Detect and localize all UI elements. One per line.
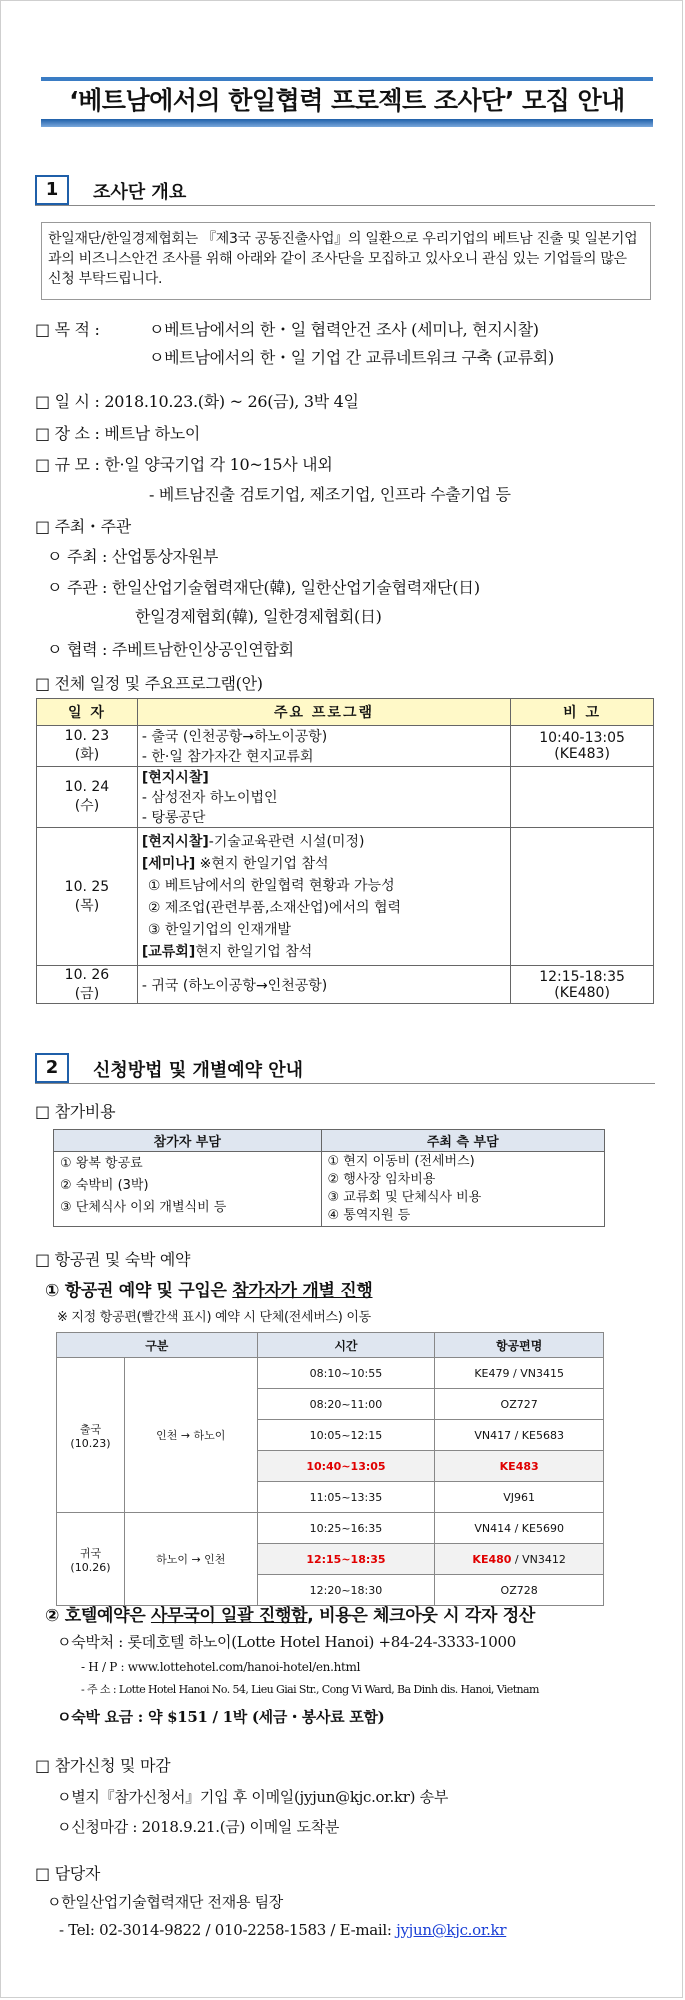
flight-time: 11:05~13:35: [257, 1482, 435, 1513]
schedule-note-cell: [511, 767, 654, 828]
flight-number: VJ961: [435, 1482, 604, 1513]
flight-return-label: 귀국 (10.26): [57, 1513, 125, 1606]
flight-time: 12:15~18:35: [257, 1544, 435, 1575]
title-bottom-rule: [41, 119, 653, 127]
flight-number: OZ728: [435, 1575, 604, 1606]
cost-header-row: [54, 1130, 605, 1152]
schedule-header-note: 비 고: [511, 699, 654, 726]
section-2-number: 2: [35, 1053, 69, 1083]
schedule-program-cell: - 귀국 (하노이공항→인천공항): [137, 966, 510, 1004]
contact-tel: - Tel: 02-3014-9822 / 010-2258-1583 / E-mail: jyjun@kjc.or.kr: [59, 1921, 507, 1939]
schedule-header-date: 일 자: [37, 699, 138, 726]
fee-label: □ 참가비용: [35, 1102, 116, 1121]
flight-header-time: 시간: [257, 1333, 435, 1358]
host-label: □ 주최・주관: [35, 517, 131, 536]
section-1-number: 1: [35, 175, 69, 205]
schedule-header-program: 주요 프로그램: [137, 699, 510, 726]
section-1-title: 조사단 개요: [93, 182, 187, 203]
scale-sub-line: - 베트남진출 검토기업, 제조기업, 인프라 수출기업 등: [149, 485, 511, 504]
apply-line-2: ㅇ신청마감 : 2018.9.21.(금) 이메일 도착분: [57, 1818, 340, 1836]
schedule-date-cell: 10. 24 (수): [37, 767, 138, 828]
flight-number: KE480 / VN3412: [435, 1544, 604, 1575]
flight-time: 10:05~12:15: [257, 1420, 435, 1451]
schedule-row: [37, 828, 654, 966]
schedule-date-cell: 10. 26 (금): [37, 966, 138, 1004]
flight-time: 10:40~13:05: [257, 1451, 435, 1482]
contact-name: ㅇ한일산업기술협력재단 전재용 팀장: [47, 1893, 283, 1911]
hotel-homepage: - H / P : www.lottehotel.com/hanoi-hotel/en.html: [81, 1660, 361, 1674]
contact-label: □ 담당자: [35, 1864, 101, 1883]
schedule-header-row: [37, 699, 654, 726]
flight-table: [56, 1332, 604, 1606]
flight-note: ※ 지정 항공편(빨간색 표시) 예약 시 단체(전세버스) 이동: [57, 1310, 371, 1325]
flight-header-flight: 항공편명: [435, 1333, 604, 1358]
flight-number: VN417 / KE5683: [435, 1420, 604, 1451]
schedule-program-cell: - 출국 (인천공항→하노이공항) - 한·일 참가자간 현지교류회: [137, 726, 510, 767]
apply-line-1: ㅇ별지『참가신청서』기입 후 이메일(jyjun@kjc.or.kr) 송부: [57, 1788, 449, 1806]
schedule-row: [37, 726, 654, 767]
intro-box: 한일재단/한일경제협회는 『제3국 공동진출사업』의 일환으로 우리기업의 베트남 진출 및 일본기업과의 비즈니스안건 조사를 위해 아래와 같이 조사단을 모집하고 있사오니 관심 있는 기업들의 많은 신청 부탁드립니다.: [41, 222, 651, 300]
schedule-note-cell: [511, 828, 654, 966]
organizer-line-2: 한일경제협회(韓), 일한경제협회(日): [135, 607, 382, 626]
schedule-program-cell: [현지시찰] - 삼성전자 하노이법인 - 탕롱공단: [137, 767, 510, 828]
section-1-header: [35, 175, 655, 206]
flight-header-type: 구분: [57, 1333, 258, 1358]
page-title: ‘베트남에서의 한일협력 프로젝트 조사단’ 모집 안내: [69, 86, 625, 115]
schedule-program-cell: [현지시찰]-기술교육관련 시설(미정) [세미나] ※현지 한일기업 참석 ① 베트남에서의 한일협력 현황과 가능성 ② 제조업(관련부품,소재산업)에서의 협력 ③ 한일기업의 인재개발 [교류회]현지 한일기업 참석: [137, 828, 510, 966]
flight-row: [57, 1358, 604, 1389]
schedule-row: [37, 767, 654, 828]
organizer-line-1: ㅇ 주관 : 한일산업기술협력재단(韓), 일한산업기술협력재단(日): [47, 578, 480, 597]
flight-title: ① 항공권 예약 및 구입은 참가자가 개별 진행: [45, 1281, 373, 1301]
schedule-note-cell: 12:15-18:35 (KE480): [511, 966, 654, 1004]
section-2-header: [35, 1053, 655, 1084]
schedule-row: [37, 966, 654, 1004]
flight-header-row: [57, 1333, 604, 1358]
flight-time: 08:20~11:00: [257, 1389, 435, 1420]
flight-number: VN414 / KE5690: [435, 1513, 604, 1544]
hotel-address: - 주 소 : Lotte Hotel Hanoi No. 54, Lieu Giai Str., Cong Vi Ward, Ba Dinh dis. Hanoi, Vietnam: [81, 1683, 539, 1696]
cost-row: [54, 1152, 605, 1227]
cost-table: [53, 1129, 605, 1227]
hotel-fee: ㅇ숙박 요금 : 약 $151 / 1박 (세금・봉사료 포함): [57, 1708, 385, 1726]
schedule-table: [36, 698, 654, 1004]
apply-label: □ 참가신청 및 마감: [35, 1756, 171, 1775]
date-line: □ 일 시 : 2018.10.23.(화) ~ 26(금), 3박 4일: [35, 392, 359, 411]
purpose-label: □ 목 적 :: [35, 320, 100, 339]
flight-time: 08:10~10:55: [257, 1358, 435, 1389]
cost-host-cell: ① 현지 이동비 (전세버스) ② 행사장 임차비용 ③ 교류회 및 단체식사 비용 ④ 통역지원 등: [321, 1152, 604, 1227]
hotel-title: ② 호텔예약은 사무국이 일괄 진행함, 비용은 체크아웃 시 각자 정산: [45, 1606, 536, 1626]
place-line: □ 장 소 : 베트남 하노이: [35, 424, 201, 443]
cost-participant-cell: ① 왕복 항공료 ② 숙박비 (3박) ③ 단체식사 이외 개별식비 등: [54, 1152, 322, 1227]
section-2-title: 신청방법 및 개별예약 안내: [93, 1060, 304, 1081]
hotel-name: ㅇ숙박처 : 롯데호텔 하노이(Lotte Hotel Hanoi) +84-24-3333-1000: [57, 1633, 517, 1651]
schedule-note-cell: 10:40-13:05 (KE483): [511, 726, 654, 767]
flight-time: 12:20~18:30: [257, 1575, 435, 1606]
flight-return-route: 하노이 → 인천: [124, 1513, 257, 1606]
flight-time: 10:25~16:35: [257, 1513, 435, 1544]
schedule-date-cell: 10. 25 (목): [37, 828, 138, 966]
schedule-label: □ 전체 일정 및 주요프로그램(안): [35, 674, 263, 693]
flight-label: □ 항공권 및 숙박 예약: [35, 1250, 191, 1269]
flight-number: KE479 / VN3415: [435, 1358, 604, 1389]
scale-line: □ 규 모 : 한·일 양국기업 각 10~15사 내외: [35, 455, 333, 474]
contact-email-link[interactable]: jyjun@kjc.or.kr: [396, 1921, 507, 1939]
cost-header-participant: 참가자 부담: [54, 1130, 322, 1152]
host-line: ㅇ 주최 : 산업통상자원부: [47, 547, 219, 566]
cooperation-line: ㅇ 협력 : 주베트남한인상공인연합회: [47, 640, 294, 659]
purpose-item-1: ㅇ베트남에서의 한・일 협력안건 조사 (세미나, 현지시찰): [149, 320, 539, 339]
flight-number: OZ727: [435, 1389, 604, 1420]
flight-depart-route: 인천 → 하노이: [124, 1358, 257, 1513]
purpose-item-2: ㅇ베트남에서의 한・일 기업 간 교류네트워크 구축 (교류회): [149, 348, 554, 367]
flight-depart-label: 출국 (10.23): [57, 1358, 125, 1513]
cost-header-host: 주최 측 부담: [321, 1130, 604, 1152]
flight-row: [57, 1513, 604, 1544]
flight-number: KE483: [435, 1451, 604, 1482]
schedule-date-cell: 10. 23 (화): [37, 726, 138, 767]
